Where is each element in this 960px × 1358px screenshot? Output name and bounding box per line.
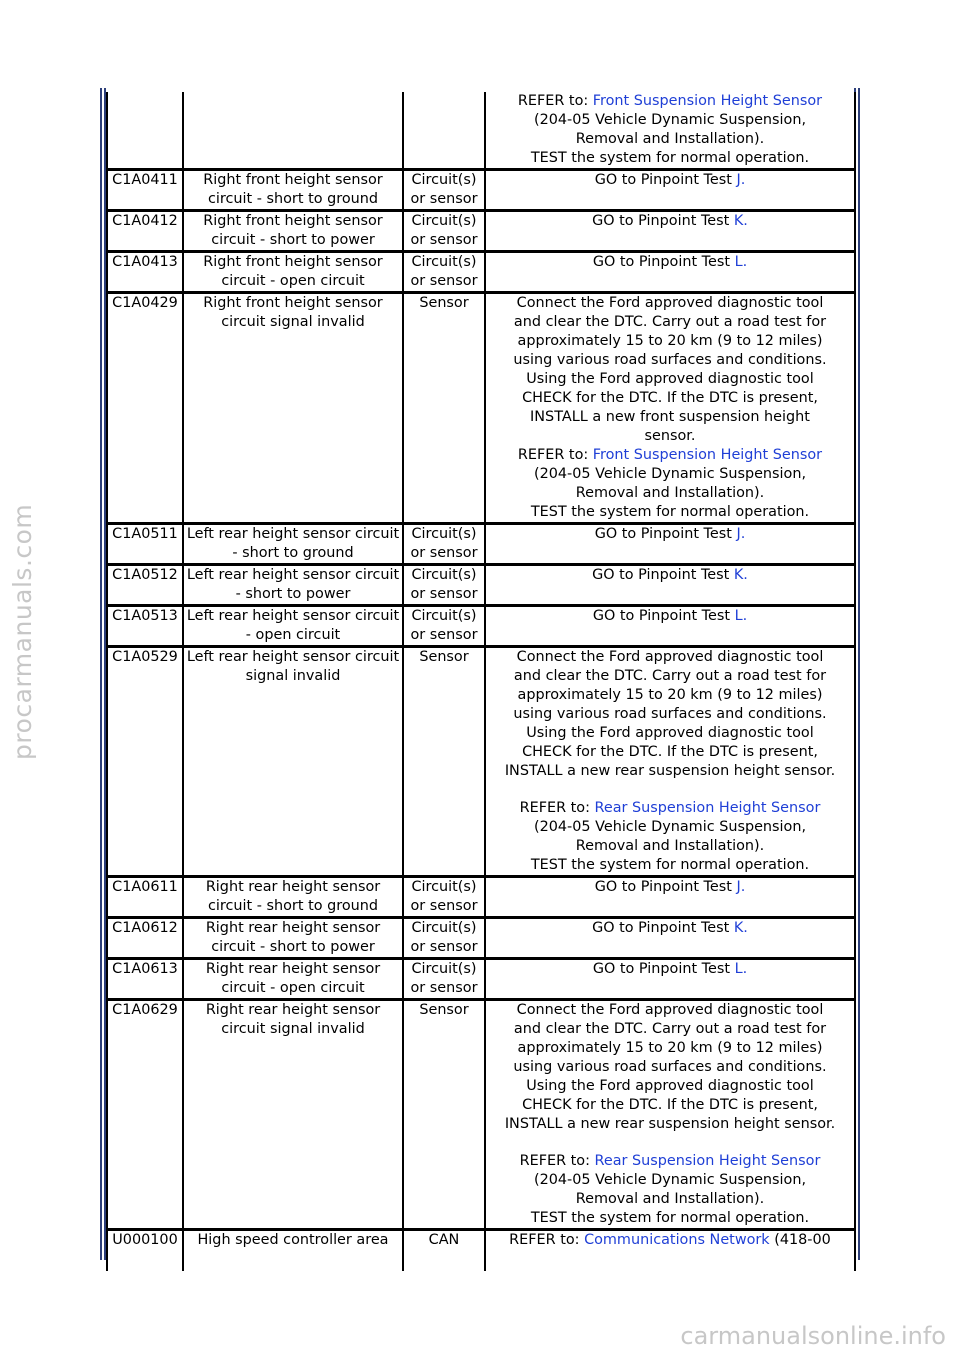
action-line xyxy=(488,1096,852,1115)
table-row xyxy=(107,565,855,606)
action-text: GO to Pinpoint Test xyxy=(592,961,735,977)
action-line xyxy=(488,1209,852,1228)
action-text: CHECK for the DTC. If the DTC is present, xyxy=(522,744,818,760)
dtc-description: Right front height sensor circuit - short to ground xyxy=(183,170,403,211)
dtc-description: Right front height sensor circuit signal invalid xyxy=(183,293,403,524)
action-line xyxy=(488,818,852,837)
table-row xyxy=(107,293,855,524)
action-text: and clear the DTC. Carry out a road test for xyxy=(513,668,827,684)
paragraph-gap xyxy=(488,781,852,799)
action-line xyxy=(488,484,852,503)
dtc-source: Circuit(s) or sensor xyxy=(403,524,485,565)
action-line xyxy=(488,1152,852,1171)
action-line xyxy=(488,743,852,762)
table-row xyxy=(107,211,855,252)
action-text: REFER to: xyxy=(517,93,593,109)
action-line xyxy=(488,408,852,427)
action-text: and clear the DTC. Carry out a road test for xyxy=(513,1021,827,1037)
dtc-description: Right front height sensor circuit - short to power xyxy=(183,211,403,252)
action-text: REFER to: xyxy=(509,1232,585,1248)
action-text: Removal and Installation). xyxy=(575,485,765,501)
dtc-code: C1A0529 xyxy=(107,647,183,877)
footer-watermark: carmanualsonline.info xyxy=(680,1322,946,1350)
dtc-description: Left rear height sensor circuit - short to power xyxy=(183,565,403,606)
action-line xyxy=(488,389,852,408)
action-text: (204-05 Vehicle Dynamic Suspension, xyxy=(533,466,807,482)
dtc-action xyxy=(485,92,855,170)
dtc-action xyxy=(485,1000,855,1230)
table-row xyxy=(107,877,855,918)
action-text: Connect the Ford approved diagnostic tool xyxy=(516,295,824,311)
reference-link[interactable]: J. xyxy=(736,526,746,542)
action-line xyxy=(488,1115,852,1134)
table-row xyxy=(107,606,855,647)
action-text: Removal and Installation). xyxy=(575,131,765,147)
action-text: sensor. xyxy=(644,428,696,444)
action-text: INSTALL a new front suspension height xyxy=(530,409,810,425)
table-row xyxy=(107,252,855,293)
action-line xyxy=(488,525,852,544)
side-watermark: procarmanuals.com xyxy=(8,503,37,760)
dtc-code: C1A0512 xyxy=(107,565,183,606)
action-text: and clear the DTC. Carry out a road test for xyxy=(513,314,827,330)
table-row xyxy=(107,1230,855,1272)
right-margin-rule xyxy=(858,88,860,1260)
action-text: Using the Ford approved diagnostic tool xyxy=(526,725,814,741)
action-line xyxy=(488,856,852,875)
action-line xyxy=(488,1231,852,1250)
reference-link[interactable]: J. xyxy=(736,879,746,895)
dtc-action xyxy=(485,918,855,959)
dtc-description: Right rear height sensor circuit - short to ground xyxy=(183,877,403,918)
action-line xyxy=(488,799,852,818)
action-line xyxy=(488,724,852,743)
dtc-action xyxy=(485,647,855,877)
action-line xyxy=(488,351,852,370)
dtc-source: Circuit(s) or sensor xyxy=(403,565,485,606)
action-text: INSTALL a new rear suspension height sensor. xyxy=(504,1116,836,1132)
action-line xyxy=(488,705,852,724)
action-line xyxy=(488,762,852,781)
dtc-code: C1A0511 xyxy=(107,524,183,565)
reference-link[interactable]: K. xyxy=(733,567,748,583)
action-text: GO to Pinpoint Test xyxy=(594,172,737,188)
table-row xyxy=(107,92,855,170)
dtc-action xyxy=(485,565,855,606)
dtc-source xyxy=(403,92,485,170)
action-line xyxy=(488,1171,852,1190)
reference-link[interactable]: K. xyxy=(733,920,748,936)
action-line xyxy=(488,370,852,389)
action-line xyxy=(488,878,852,897)
dtc-description: High speed controller area xyxy=(183,1230,403,1272)
table-row xyxy=(107,959,855,1000)
action-text: CHECK for the DTC. If the DTC is present, xyxy=(522,1097,818,1113)
action-text: TEST the system for normal operation. xyxy=(530,1210,810,1226)
action-text: TEST the system for normal operation. xyxy=(530,504,810,520)
action-line xyxy=(488,686,852,705)
dtc-code xyxy=(107,92,183,170)
table-row xyxy=(107,918,855,959)
reference-link[interactable]: L. xyxy=(734,608,748,624)
action-text: Removal and Installation). xyxy=(575,1191,765,1207)
action-line xyxy=(488,1001,852,1020)
action-text: approximately 15 to 20 km (9 to 12 miles) xyxy=(517,687,823,703)
action-text-after-link: (418-00 xyxy=(769,1232,831,1248)
dtc-source: Sensor xyxy=(403,647,485,877)
dtc-code: C1A0413 xyxy=(107,252,183,293)
dtc-code: C1A0613 xyxy=(107,959,183,1000)
action-line xyxy=(488,837,852,856)
dtc-description: Left rear height sensor circuit signal invalid xyxy=(183,647,403,877)
reference-link[interactable]: Front Suspension Height Sensor xyxy=(592,447,823,463)
table-row xyxy=(107,524,855,565)
action-line xyxy=(488,313,852,332)
dtc-source: Circuit(s) or sensor xyxy=(403,211,485,252)
action-text: CHECK for the DTC. If the DTC is present, xyxy=(522,390,818,406)
action-text: REFER to: xyxy=(519,1153,595,1169)
dtc-code: C1A0429 xyxy=(107,293,183,524)
action-text: TEST the system for normal operation. xyxy=(530,150,810,166)
action-text: REFER to: xyxy=(517,447,593,463)
dtc-source: Circuit(s) or sensor xyxy=(403,252,485,293)
dtc-description xyxy=(183,92,403,170)
action-line xyxy=(488,1020,852,1039)
action-line xyxy=(488,503,852,522)
action-line xyxy=(488,607,852,626)
reference-link[interactable]: J. xyxy=(736,172,746,188)
table-row xyxy=(107,647,855,877)
dtc-description: Left rear height sensor circuit - short to ground xyxy=(183,524,403,565)
action-line xyxy=(488,1058,852,1077)
table-row xyxy=(107,170,855,211)
dtc-source: CAN xyxy=(403,1230,485,1272)
dtc-source: Circuit(s) or sensor xyxy=(403,877,485,918)
reference-link[interactable]: Communications Network xyxy=(584,1232,770,1248)
dtc-table xyxy=(106,92,856,1271)
dtc-action xyxy=(485,606,855,647)
action-text: using various road surfaces and conditions. xyxy=(513,352,827,368)
action-text: GO to Pinpoint Test xyxy=(592,920,734,936)
dtc-action xyxy=(485,293,855,524)
dtc-source: Sensor xyxy=(403,293,485,524)
reference-link[interactable]: L. xyxy=(734,254,748,270)
action-line xyxy=(488,130,852,149)
action-line xyxy=(488,92,852,111)
action-line xyxy=(488,667,852,686)
action-line xyxy=(488,465,852,484)
action-text: approximately 15 to 20 km (9 to 12 miles) xyxy=(517,1040,823,1056)
dtc-description: Right rear height sensor circuit - short to power xyxy=(183,918,403,959)
action-text: (204-05 Vehicle Dynamic Suspension, xyxy=(533,112,807,128)
dtc-action xyxy=(485,959,855,1000)
dtc-action xyxy=(485,1230,855,1272)
action-text: using various road surfaces and conditions. xyxy=(513,1059,827,1075)
action-text: REFER to: xyxy=(519,800,595,816)
reference-link[interactable]: Rear Suspension Height Sensor xyxy=(594,800,821,816)
dtc-code: C1A0411 xyxy=(107,170,183,211)
action-text: approximately 15 to 20 km (9 to 12 miles) xyxy=(517,333,823,349)
action-line xyxy=(488,332,852,351)
table-row xyxy=(107,1000,855,1230)
reference-link[interactable]: K. xyxy=(733,213,748,229)
action-line xyxy=(488,111,852,130)
dtc-description: Right rear height sensor circuit - open circuit xyxy=(183,959,403,1000)
dtc-source: Circuit(s) or sensor xyxy=(403,918,485,959)
action-text: GO to Pinpoint Test xyxy=(592,608,735,624)
action-text: GO to Pinpoint Test xyxy=(592,567,734,583)
left-margin-rule xyxy=(100,88,102,1260)
action-line xyxy=(488,1190,852,1209)
dtc-action xyxy=(485,252,855,293)
dtc-action xyxy=(485,211,855,252)
action-text: Removal and Installation). xyxy=(575,838,765,854)
action-line xyxy=(488,1077,852,1096)
action-text: (204-05 Vehicle Dynamic Suspension, xyxy=(533,819,807,835)
reference-link[interactable]: Rear Suspension Height Sensor xyxy=(594,1153,821,1169)
action-line xyxy=(488,648,852,667)
dtc-source: Circuit(s) or sensor xyxy=(403,959,485,1000)
dtc-source: Circuit(s) or sensor xyxy=(403,170,485,211)
action-line xyxy=(488,171,852,190)
dtc-code: U000100 xyxy=(107,1230,183,1272)
action-text: (204-05 Vehicle Dynamic Suspension, xyxy=(533,1172,807,1188)
dtc-description: Left rear height sensor circuit - open circuit xyxy=(183,606,403,647)
dtc-action xyxy=(485,877,855,918)
dtc-source: Circuit(s) or sensor xyxy=(403,606,485,647)
dtc-code: C1A0629 xyxy=(107,1000,183,1230)
action-text: using various road surfaces and conditions. xyxy=(513,706,827,722)
action-line xyxy=(488,566,852,585)
action-line xyxy=(488,1039,852,1058)
action-line xyxy=(488,919,852,938)
action-line xyxy=(488,427,852,446)
action-line xyxy=(488,149,852,168)
action-line xyxy=(488,446,852,465)
dtc-action xyxy=(485,524,855,565)
dtc-code: C1A0612 xyxy=(107,918,183,959)
dtc-code: C1A0513 xyxy=(107,606,183,647)
dtc-description: Right front height sensor circuit - open circuit xyxy=(183,252,403,293)
action-text: GO to Pinpoint Test xyxy=(594,526,737,542)
dtc-description: Right rear height sensor circuit signal invalid xyxy=(183,1000,403,1230)
action-text: TEST the system for normal operation. xyxy=(530,857,810,873)
dtc-action xyxy=(485,170,855,211)
action-text: Connect the Ford approved diagnostic tool xyxy=(516,1002,824,1018)
action-line xyxy=(488,294,852,313)
action-text: Using the Ford approved diagnostic tool xyxy=(526,371,814,387)
dtc-code: C1A0611 xyxy=(107,877,183,918)
reference-link[interactable]: Front Suspension Height Sensor xyxy=(592,93,823,109)
action-text: GO to Pinpoint Test xyxy=(592,213,734,229)
dtc-code: C1A0412 xyxy=(107,211,183,252)
reference-link[interactable]: L. xyxy=(734,961,748,977)
action-line xyxy=(488,253,852,272)
action-text: INSTALL a new rear suspension height sensor. xyxy=(504,763,836,779)
action-text: Using the Ford approved diagnostic tool xyxy=(526,1078,814,1094)
paragraph-gap xyxy=(488,1134,852,1152)
action-text: Connect the Ford approved diagnostic tool xyxy=(516,649,824,665)
dtc-table-body xyxy=(107,92,855,1271)
action-line xyxy=(488,212,852,231)
action-text: GO to Pinpoint Test xyxy=(592,254,735,270)
dtc-source: Sensor xyxy=(403,1000,485,1230)
action-text: GO to Pinpoint Test xyxy=(594,879,737,895)
action-line xyxy=(488,960,852,979)
